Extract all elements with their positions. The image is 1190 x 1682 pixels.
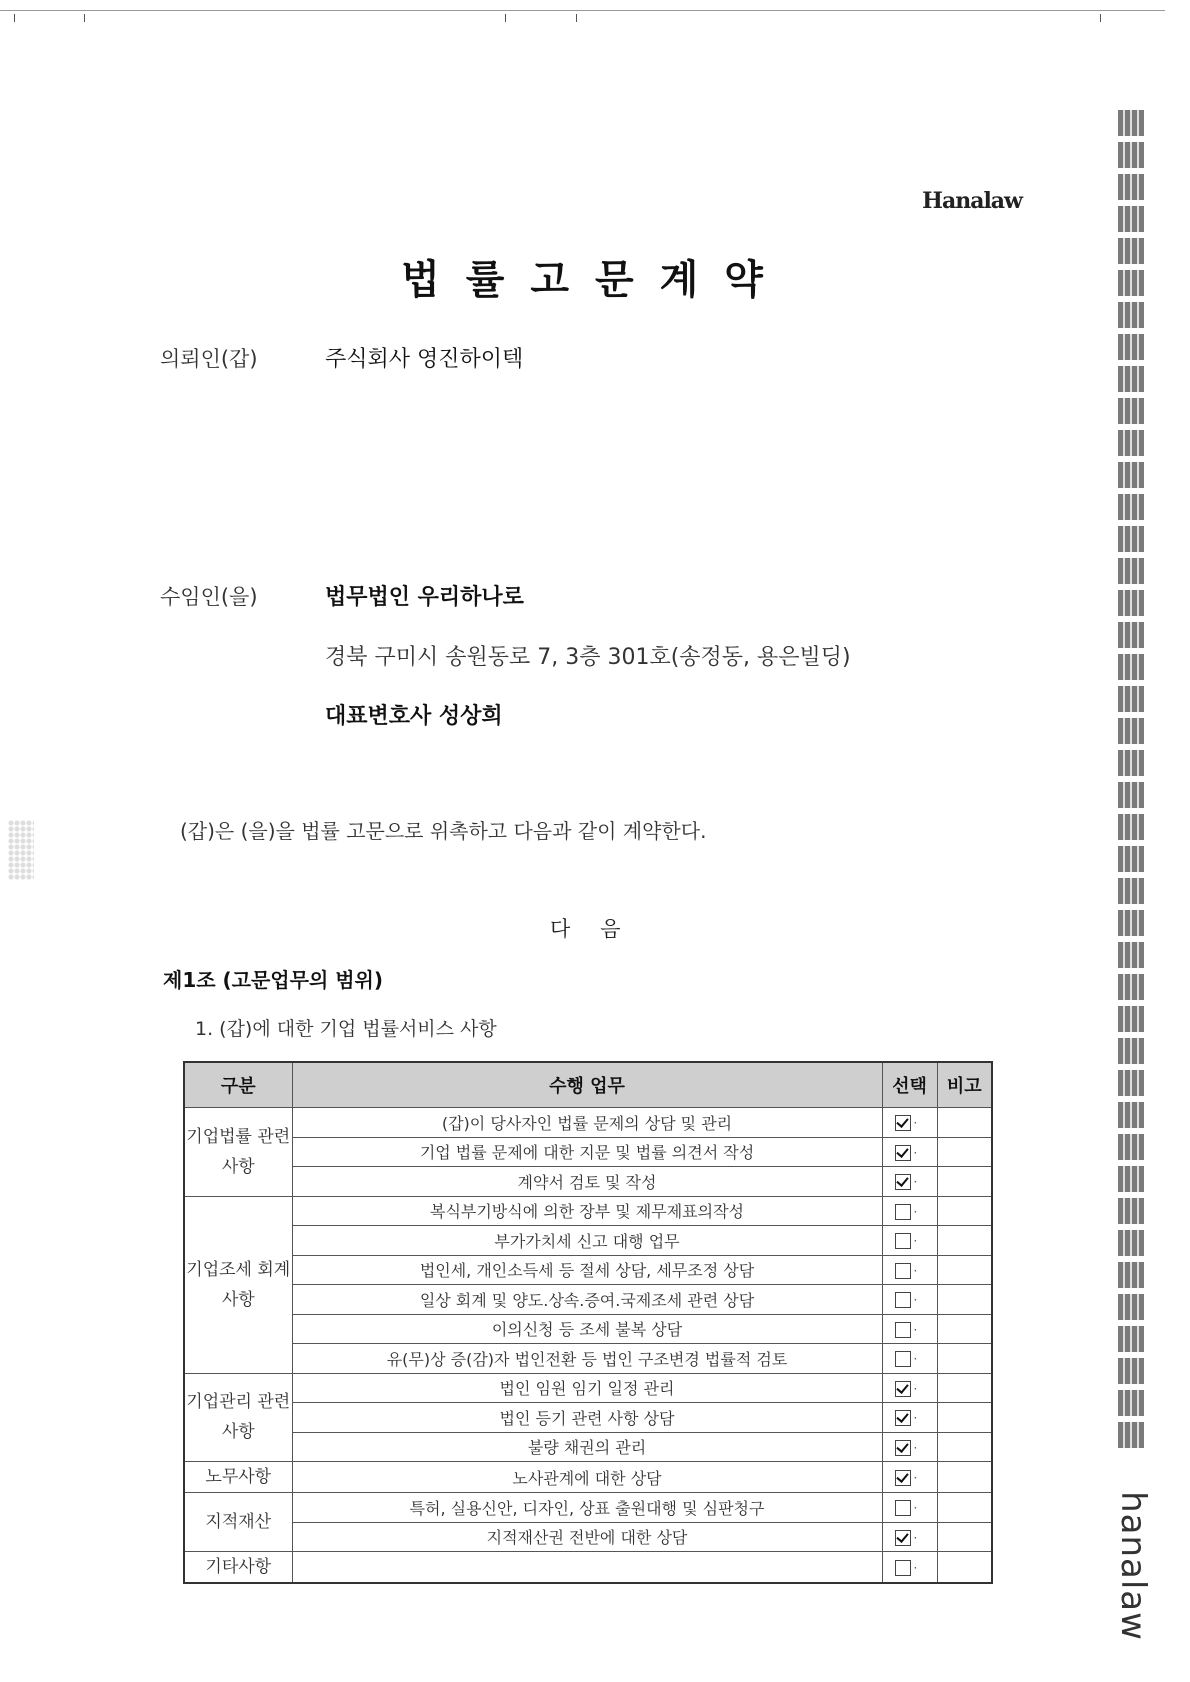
task-cell: 유(무)상 증(감)자 법인전환 등 법인 구조변경 법률적 검토 — [292, 1344, 882, 1374]
header-select: 선택 — [882, 1062, 937, 1108]
table-row — [184, 1493, 992, 1523]
checked-checkbox[interactable] — [895, 1115, 911, 1131]
note-cell — [937, 1137, 992, 1167]
task-cell: 계약서 검토 및 작성 — [292, 1167, 882, 1197]
table-row — [184, 1108, 992, 1138]
dot-mark: · — [913, 1204, 918, 1219]
category-cell: 기업법률 관련사항 — [184, 1108, 292, 1197]
dot-mark: · — [913, 1411, 918, 1426]
task-cell: 법인세, 개인소득세 등 절세 상담, 세무조정 상담 — [292, 1255, 882, 1285]
note-cell — [937, 1108, 992, 1138]
task-cell: 기업 법률 문제에 대한 지문 및 법률 의견서 작성 — [292, 1137, 882, 1167]
stripe-block — [1118, 398, 1144, 424]
select-cell — [882, 1137, 937, 1167]
checked-checkbox[interactable] — [895, 1174, 911, 1190]
dot-mark: · — [913, 1293, 918, 1308]
stripe-block — [1118, 1422, 1144, 1448]
stripe-block — [1118, 1294, 1144, 1320]
stripe-block — [1118, 142, 1144, 168]
dot-mark: · — [913, 1381, 918, 1396]
side-stripe — [1118, 110, 1144, 1650]
note-cell — [937, 1167, 992, 1197]
header-task: 수행 업무 — [292, 1062, 882, 1108]
table-row — [184, 1522, 992, 1552]
stripe-block — [1118, 1198, 1144, 1224]
select-cell — [882, 1552, 937, 1584]
stripe-block — [1118, 1134, 1144, 1160]
dot-mark: · — [913, 1530, 918, 1545]
header-category: 구분 — [184, 1062, 292, 1108]
note-cell — [937, 1285, 992, 1315]
select-cell — [882, 1314, 937, 1344]
dot-mark: · — [913, 1352, 918, 1367]
note-cell — [937, 1314, 992, 1344]
task-cell: 불량 채권의 관리 — [292, 1432, 882, 1462]
stripe-block — [1118, 846, 1144, 872]
scan-stain — [8, 820, 34, 880]
article-1-item-1: 1. (갑)에 대한 기업 법률서비스 사항 — [195, 1018, 497, 1040]
stripe-block — [1118, 1070, 1144, 1096]
note-cell — [937, 1196, 992, 1226]
stripe-block — [1118, 526, 1144, 552]
stripe-block — [1118, 1006, 1144, 1032]
empty-checkbox[interactable] — [895, 1322, 911, 1338]
table-row — [184, 1255, 992, 1285]
dot-mark: · — [913, 1116, 918, 1131]
select-cell — [882, 1522, 937, 1552]
checked-checkbox[interactable] — [895, 1381, 911, 1397]
note-cell — [937, 1344, 992, 1374]
task-cell: 지적재산권 전반에 대한 상담 — [292, 1522, 882, 1552]
contractor-name: 법무법인 우리하나로 — [325, 585, 524, 610]
stripe-block — [1118, 430, 1144, 456]
dot-mark: · — [913, 1263, 918, 1278]
task-cell: 특허, 실용신안, 디자인, 상표 출원대행 및 심판청구 — [292, 1493, 882, 1523]
stripe-block — [1118, 1262, 1144, 1288]
checked-checkbox[interactable] — [895, 1440, 911, 1456]
category-cell: 기타사항 — [184, 1552, 292, 1584]
scan-mark — [84, 14, 85, 22]
stripe-block — [1118, 1038, 1144, 1064]
checked-checkbox[interactable] — [895, 1530, 911, 1546]
dot-mark: · — [913, 1234, 918, 1249]
stripe-block — [1118, 686, 1144, 712]
note-cell — [937, 1255, 992, 1285]
stripe-block — [1118, 366, 1144, 392]
select-cell — [882, 1226, 937, 1256]
dot-mark: · — [913, 1471, 918, 1485]
table-row — [184, 1552, 992, 1584]
table-row — [184, 1403, 992, 1433]
select-cell — [882, 1432, 937, 1462]
dot-mark: · — [913, 1175, 918, 1190]
stripe-block — [1118, 942, 1144, 968]
select-cell — [882, 1196, 937, 1226]
scan-mark — [576, 14, 577, 22]
stripe-block — [1118, 622, 1144, 648]
brand-logo: Hanalaw — [922, 188, 1022, 214]
stripe-block — [1118, 558, 1144, 584]
stripe-block — [1118, 302, 1144, 328]
select-cell — [882, 1493, 937, 1523]
note-cell — [937, 1226, 992, 1256]
task-cell: (갑)이 당사자인 법률 문제의 상담 및 관리 — [292, 1108, 882, 1138]
table-row — [184, 1285, 992, 1315]
table-row — [184, 1462, 992, 1493]
stripe-block — [1118, 654, 1144, 680]
stripe-block — [1118, 782, 1144, 808]
table-row — [184, 1167, 992, 1197]
stripe-block — [1118, 1326, 1144, 1352]
category-cell: 노무사항 — [184, 1462, 292, 1493]
category-cell: 기업조세 회계사항 — [184, 1196, 292, 1373]
client-label: 의뢰인(갑) — [160, 347, 258, 371]
dot-mark: · — [913, 1561, 918, 1575]
stripe-block — [1118, 718, 1144, 744]
empty-checkbox[interactable] — [895, 1500, 911, 1516]
select-cell — [882, 1285, 937, 1315]
category-cell: 기업관리 관련사항 — [184, 1373, 292, 1462]
stripe-block — [1118, 590, 1144, 616]
select-cell — [882, 1373, 937, 1403]
table-row — [184, 1196, 992, 1226]
empty-checkbox[interactable] — [895, 1560, 911, 1576]
stripe-block — [1118, 462, 1144, 488]
table-header-row — [184, 1062, 992, 1108]
task-cell: 법인 등기 관련 사항 상담 — [292, 1403, 882, 1433]
stripe-block — [1118, 110, 1144, 136]
stripe-block — [1118, 878, 1144, 904]
table-row — [184, 1137, 992, 1167]
stripe-block — [1118, 814, 1144, 840]
side-brand-text — [1113, 1476, 1153, 1656]
empty-checkbox[interactable] — [895, 1263, 911, 1279]
select-cell — [882, 1255, 937, 1285]
scan-mark — [14, 14, 15, 22]
stripe-block — [1118, 1390, 1144, 1416]
checked-checkbox[interactable] — [895, 1410, 911, 1426]
scan-mark — [1100, 14, 1101, 22]
category-cell: 지적재산 — [184, 1493, 292, 1552]
task-cell: 일상 회계 및 양도.상속.증여.국제조세 관련 상담 — [292, 1285, 882, 1315]
stripe-block — [1118, 750, 1144, 776]
table-row — [184, 1432, 992, 1462]
stripe-block — [1118, 238, 1144, 264]
side-brand-label: hanalaw — [1113, 1491, 1153, 1641]
dot-mark: · — [913, 1322, 918, 1337]
task-cell: 부가가치세 신고 대행 업무 — [292, 1226, 882, 1256]
empty-checkbox[interactable] — [895, 1292, 911, 1308]
article-1-title: 제1조 (고문업무의 범위) — [163, 968, 384, 992]
dot-mark: · — [913, 1501, 918, 1516]
select-cell — [882, 1344, 937, 1374]
note-cell — [937, 1462, 992, 1493]
table-body — [184, 1108, 992, 1584]
select-cell — [882, 1462, 937, 1493]
task-cell: 법인 임원 임기 일정 관리 — [292, 1373, 882, 1403]
empty-checkbox[interactable] — [895, 1204, 911, 1220]
stripe-block — [1118, 1230, 1144, 1256]
stripe-block — [1118, 1166, 1144, 1192]
contractor-representative: 대표변호사 성상희 — [325, 704, 503, 729]
select-cell — [882, 1167, 937, 1197]
contractor-label: 수임인(을) — [160, 585, 258, 609]
dot-mark: · — [913, 1440, 918, 1455]
table-row — [184, 1314, 992, 1344]
note-cell — [937, 1403, 992, 1433]
table-row — [184, 1373, 992, 1403]
select-cell — [882, 1108, 937, 1138]
stripe-block — [1118, 270, 1144, 296]
stripe-block — [1118, 334, 1144, 360]
note-cell — [937, 1432, 992, 1462]
stripe-block — [1118, 494, 1144, 520]
table-row — [184, 1226, 992, 1256]
task-cell: 복식부기방식에 의한 장부 및 제무제표의작성 — [292, 1196, 882, 1226]
stripe-block — [1118, 974, 1144, 1000]
table-row — [184, 1344, 992, 1374]
empty-checkbox[interactable] — [895, 1233, 911, 1249]
checked-checkbox[interactable] — [895, 1470, 911, 1486]
task-cell: 노사관계에 대한 상담 — [292, 1462, 882, 1493]
note-cell — [937, 1552, 992, 1584]
note-cell — [937, 1493, 992, 1523]
contractor-address: 경북 구미시 송원동로 7, 3층 301호(송정동, 용은빌딩) — [325, 645, 851, 670]
client-name: 주식회사 영진하이텍 — [325, 347, 524, 372]
note-cell — [937, 1522, 992, 1552]
dot-mark: · — [913, 1145, 918, 1160]
header-note: 비고 — [937, 1062, 992, 1108]
note-cell — [937, 1373, 992, 1403]
task-cell — [292, 1552, 882, 1584]
stripe-block — [1118, 1358, 1144, 1384]
intro-sentence: (갑)은 (을)을 법률 고문으로 위촉하고 다음과 같이 계약한다. — [180, 819, 707, 843]
task-cell: 이의신청 등 조세 불복 상담 — [292, 1314, 882, 1344]
stripe-block — [1118, 1102, 1144, 1128]
empty-checkbox[interactable] — [895, 1351, 911, 1367]
document-title: 법률고문계약 — [401, 257, 789, 303]
checked-checkbox[interactable] — [895, 1145, 911, 1161]
scan-mark — [505, 14, 506, 22]
stripe-block — [1118, 206, 1144, 232]
scan-top-border — [0, 10, 1165, 11]
stripe-block — [1118, 910, 1144, 936]
stripe-block — [1118, 174, 1144, 200]
select-cell — [882, 1403, 937, 1433]
service-scope-table — [183, 1061, 993, 1584]
next-heading: 다음 — [550, 917, 651, 941]
